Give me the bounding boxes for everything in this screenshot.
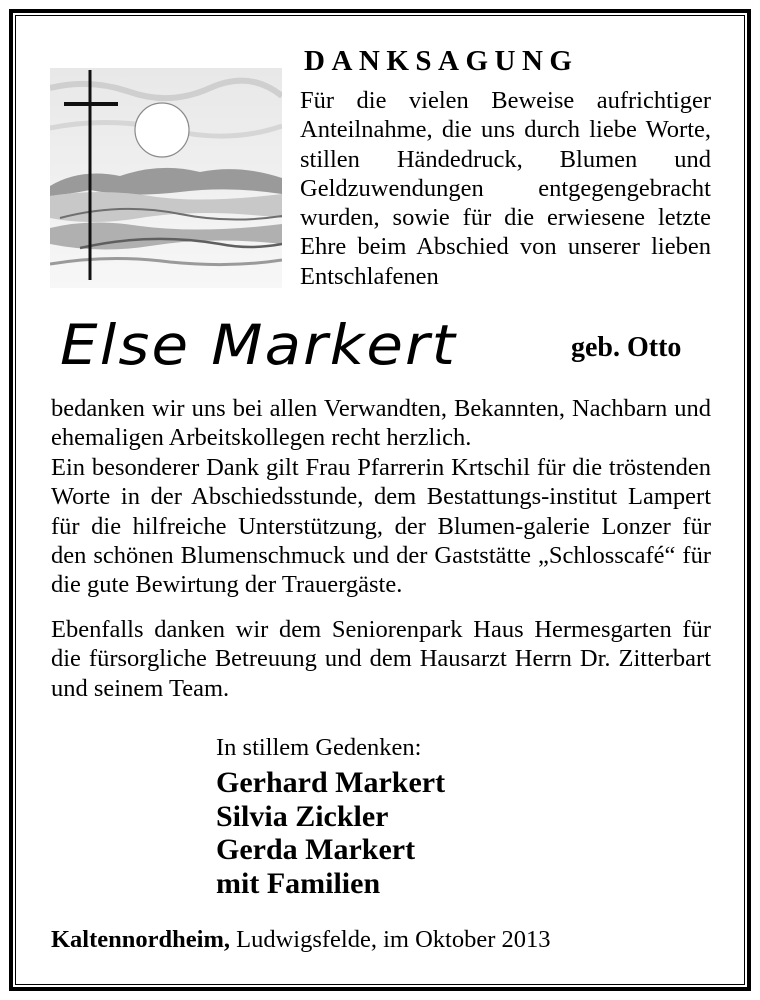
maiden-name: geb. Otto bbox=[571, 332, 682, 363]
thanks-paragraph-1: bedanken wir uns bei allen Verwandten, Bekannten, Nachbarn und ehemaligen Arbeitskollegen recht herzlich. bbox=[51, 395, 711, 452]
signers-list bbox=[216, 766, 445, 900]
thanks-paragraph-2: Ein besonderer Dank gilt Frau Pfarrerin Krtschil für die tröstenden Worte in der Abschiedsstunde, dem Bestattungs-institut Lampert für die hilfreiche Unterstützung, der Blumen-galerie Lonzer für den schönen Blumenschmuck und der Gaststätte „Schlosscafé“ für die gute Bewirtung der Trauergäste. bbox=[51, 454, 711, 599]
memory-line: In stillem Gedenken: bbox=[216, 734, 422, 761]
signer: mit Familien bbox=[216, 866, 381, 900]
heading-danksagung: DANKSAGUNG bbox=[304, 45, 579, 77]
cross-landscape-illustration bbox=[50, 68, 282, 288]
place-date: Ludwigsfelde, im Oktober 2013 bbox=[236, 926, 551, 953]
signer: Gerhard Markert bbox=[216, 766, 446, 799]
deceased-name-row bbox=[60, 312, 720, 378]
signer: Silvia Zickler bbox=[216, 799, 389, 833]
thanks-paragraph-3: Ebenfalls danken wir dem Seniorenpark Haus Hermesgarten für die fürsorgliche Betreuung und dem Hausarzt Herrn Dr. Zitterbart und seinem Team. bbox=[51, 616, 711, 702]
place-name: Kaltennordheim, bbox=[51, 926, 230, 953]
signer: Gerda Markert bbox=[216, 833, 416, 866]
sun-shape bbox=[135, 103, 189, 157]
intro-paragraph: Für die vielen Beweise aufrichtiger Anteilnahme, die uns durch liebe Worte, stillen Händedruck, Blumen und Geldzuwendungen entgegengebracht wurden, sowie für die erwiesene letzte Ehre beim Abschied von unserer lieben Entschlafenen bbox=[300, 87, 711, 290]
deceased-name: Else Markert bbox=[60, 313, 458, 377]
place-date-line bbox=[51, 926, 551, 954]
